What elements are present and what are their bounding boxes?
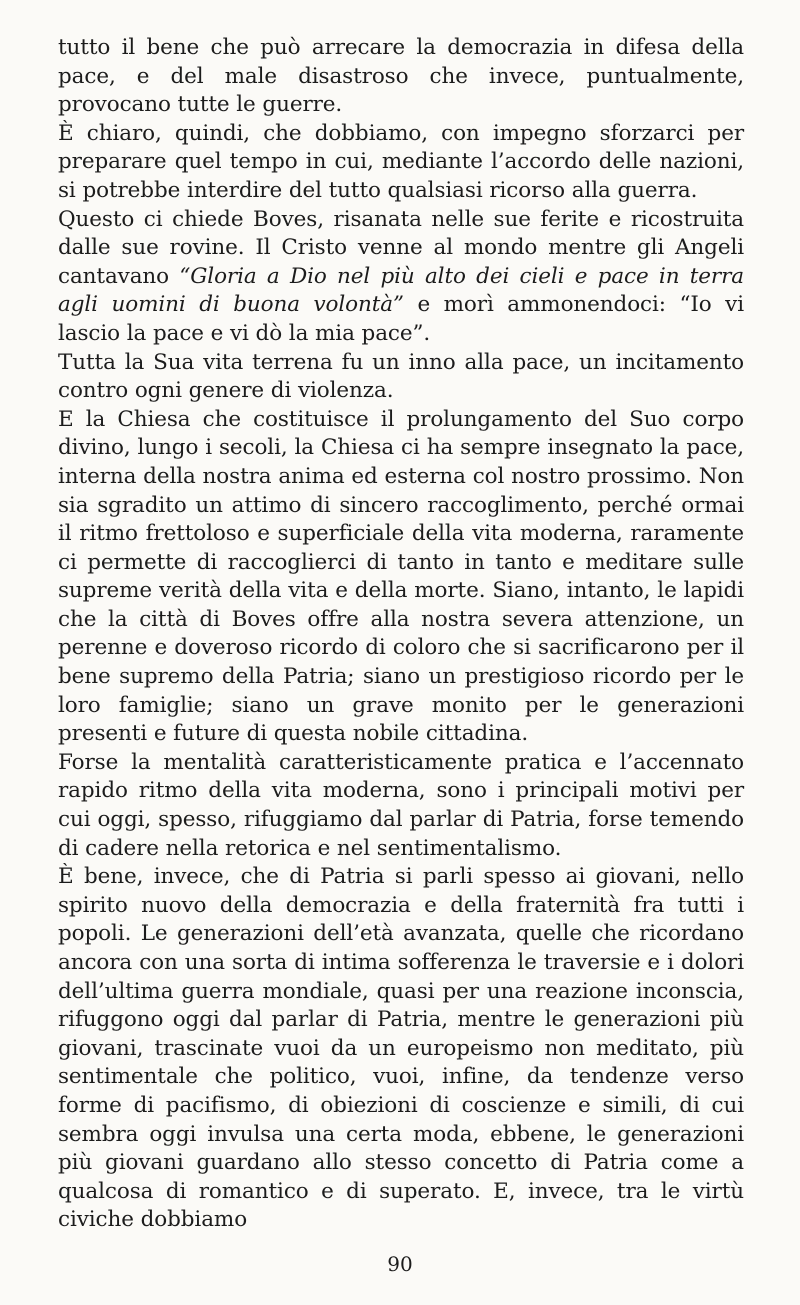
- paragraph-4: Tutta la Sua vita terrena fu un inno alla pace, un incitamento contro ogni genere di violenza.: [58, 349, 744, 404]
- body-text: [58, 34, 744, 1235]
- paragraph-6: Forse la mentalità caratteristicamente pratica e l’accennato rapido ritmo della vita moderna, sono i principali motivi per cui oggi, spesso, rifuggiamo dal parlar di Patria, forse temendo di cadere nella retorica e nel sentimentalismo.: [58, 749, 744, 861]
- paragraph-3-quotation: “Gloria a Dio nel più alto dei cieli e pace in terra agli uomini di buona volontà”: [58, 263, 744, 318]
- paragraph-7: È bene, invece, che di Patria si parli spesso ai giovani, nello spirito nuovo della democrazia e della fraternità fra tutti i popoli. Le generazioni dell’età avanzata, quelle che ricordano ancora con una sorta di intima sofferenza le traversie e i dolori dell’ultima guerra mondiale, quasi per una reazione inconscia, rifuggono oggi dal parlar di Patria, mentre le generazioni più giovani, trascinate vuoi da un europeismo non meditato, più sentimentale che politico, vuoi, infine, da tendenze verso forme di pacifismo, di obiezioni di coscienze e simili, di cui sembra oggi invulsa una certa moda, ebbene, le generazioni più giovani guardano allo stesso concetto di Patria come a qualcosa di romantico e di superato. E, invece, tra le virtù civiche dobbiamo: [58, 864, 744, 1233]
- paragraph-3-text-after: e morì ammonendoci: “Io vi lascio la pace e vi dò la mia pace”.: [58, 292, 744, 346]
- page-number: 90: [387, 1252, 413, 1276]
- paragraph-5: E la Chiesa che costituisce il prolungamento del Suo corpo divino, lungo i secoli, la Chiesa ci ha sempre insegnato la pace, interna della nostra anima ed esterna col nostro prossimo. Non sia sgradito un attimo di sincero raccoglimento, perché ormai il ritmo frettoloso e superficiale della vita moderna, raramente ci permette di raccoglierci di tanto in tanto e meditare sulle supreme verità della vita e della morte. Siano, intanto, le lapidi che la città di Boves offre alla nostra severa attenzione, un perenne e doveroso ricordo di coloro che si sacrificarono per il bene supremo della Patria; siano un prestigioso ricordo per le loro famiglie; siano un grave monito per le generazioni presenti e future di questa nobile cittadina.: [58, 406, 744, 747]
- paragraph-1: tutto il bene che può arrecare la democrazia in difesa della pace, e del male disastroso che invece, puntualmente, provocano tutte le guerre.: [58, 35, 744, 118]
- paragraph-3: [58, 206, 744, 349]
- paragraph-2: È chiaro, quindi, che dobbiamo, con impegno sforzarci per preparare quel tempo in cui, mediante l’accordo delle nazioni, si potrebbe interdire del tutto qualsiasi ricorso alla guerra.: [58, 120, 744, 203]
- paragraph-3-text-before: Questo ci chiede Boves, risanata nelle sue ferite e ricostruita dalle sue rovine. Il Cristo venne al mondo mentre gli Angeli cantavano: [58, 206, 744, 289]
